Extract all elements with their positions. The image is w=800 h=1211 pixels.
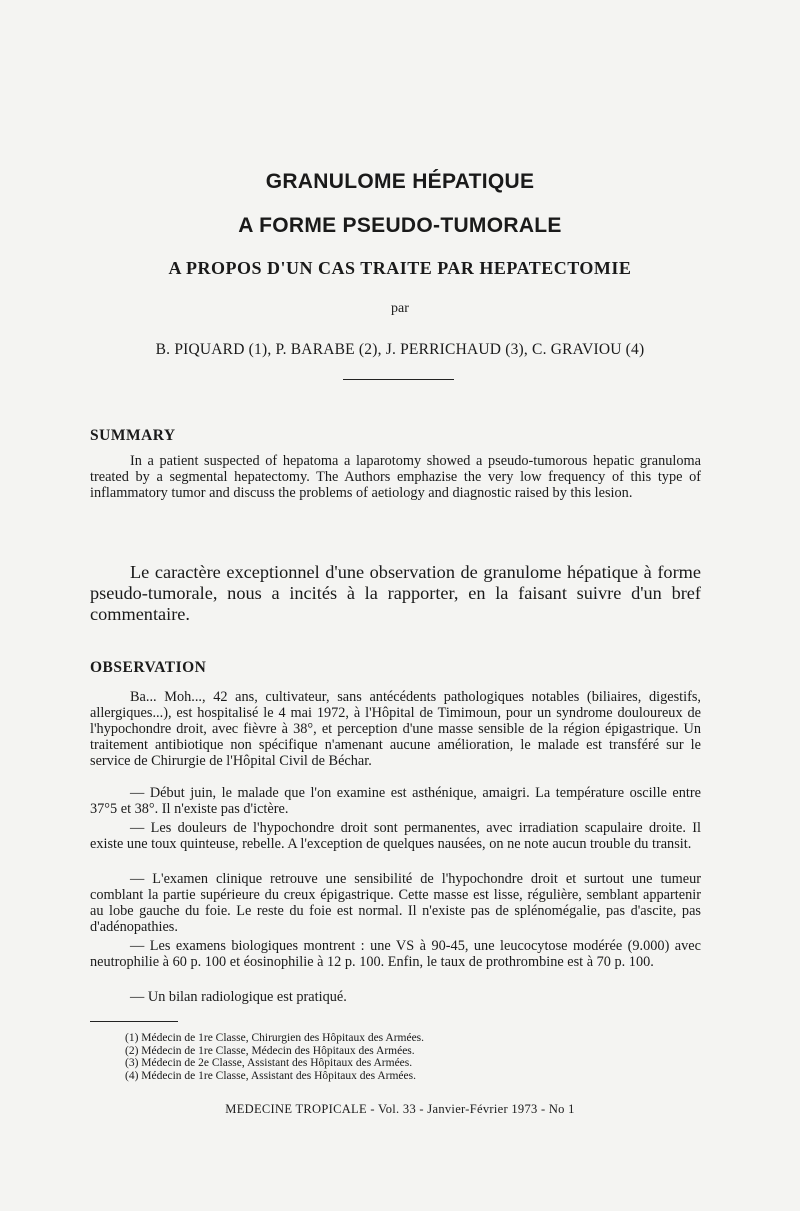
observation-heading: OBSERVATION <box>90 659 207 676</box>
observation-paragraph: — L'examen clinique retrouve une sensibilité de l'hypochondre droit et surtout une tumeur comblant la partie supérieure du creux épigastrique. Cette masse est lisse, régulière, semblant appartenir au lobe gauche du foie. Le reste du foie est normal. Il n'existe pas de splénomégalie, pas d'ascite, pas d'adénopathies. <box>90 871 701 935</box>
footnote-list <box>125 1032 424 1082</box>
observation-paragraph: — Début juin, le malade que l'on examine est asthénique, amaigri. La température oscille entre 37°5 et 38°. Il n'existe pas d'ictère. <box>90 785 701 817</box>
byline-par: par <box>391 301 409 316</box>
observation-paragraph: — Les douleurs de l'hypochondre droit sont permanentes, avec irradiation scapulaire droite. Il existe une toux quinteuse, rebelle. A l'exception de quelques nausées, on ne note aucun trouble du transit. <box>90 820 701 852</box>
title-divider <box>343 379 454 380</box>
author-list: B. PIQUARD (1), P. BARABE (2), J. PERRICHAUD (3), C. GRAVIOU (4) <box>155 341 645 358</box>
intro-paragraph: Le caractère exceptionnel d'une observation de granulome hépatique à forme pseudo-tumorale, nous a incités à la rapporter, en la faisant suivre d'un bref commentaire. <box>90 562 701 624</box>
article-title-line-1: GRANULOME HÉPATIQUE <box>265 170 535 193</box>
summary-heading: SUMMARY <box>90 427 176 444</box>
summary-text: In a patient suspected of hepatoma a laparotomy showed a pseudo-tumorous hepatic granuloma treated by a segmental hepatectomy. The Authors emphazise the very low frequency of this type of inflammatory tumor and discuss the problems of aetiology and diagnostic raised by this lesion. <box>90 453 701 501</box>
observation-paragraph: — Les examens biologiques montrent : une VS à 90-45, une leucocytose modérée (9.000) avec neutrophilie à 60 p. 100 et éosinophilie à 12 p. 100. Enfin, le taux de prothrombine est à 70 p. 100. <box>90 938 701 970</box>
article-subtitle: A PROPOS D'UN CAS TRAITE PAR HEPATECTOMIE <box>168 258 632 278</box>
observation-paragraph: Ba... Moh..., 42 ans, cultivateur, sans antécédents pathologiques notables (biliaires, digestifs, allergiques...), est hospitalisé le 4 mai 1972, à l'Hôpital de Timimoun, pour un syndrome douloureux de l'hypochondre droit, avec fièvre à 38°, et perception d'une masse sensible de la région épigastrique. Un traitement antibiotique non spécifique n'amenant aucune amélioration, le malade est transféré sur le service de Chirurgie de l'Hôpital Civil de Béchar. <box>90 689 701 769</box>
footnote: (1) Médecin de 1re Classe, Chirurgien des Hôpitaux des Armées. <box>125 1032 425 1044</box>
observation-paragraph: — Un bilan radiologique est pratiqué. <box>130 989 347 1005</box>
footnote: (2) Médecin de 1re Classe, Médecin des Hôpitaux des Armées. <box>125 1044 415 1057</box>
article-title-line-2: A FORME PSEUDO-TUMORALE <box>238 214 562 237</box>
running-footer: MEDECINE TROPICALE - Vol. 33 - Janvier-Février 1973 - No 1 <box>225 1102 575 1116</box>
footnote-divider <box>90 1021 178 1022</box>
footnote: (3) Médecin de 2e Classe, Assistant des Hôpitaux des Armées. <box>125 1057 413 1069</box>
footnote: (4) Médecin de 1re Classe, Assistant des Hôpitaux des Armées. <box>125 1069 416 1082</box>
